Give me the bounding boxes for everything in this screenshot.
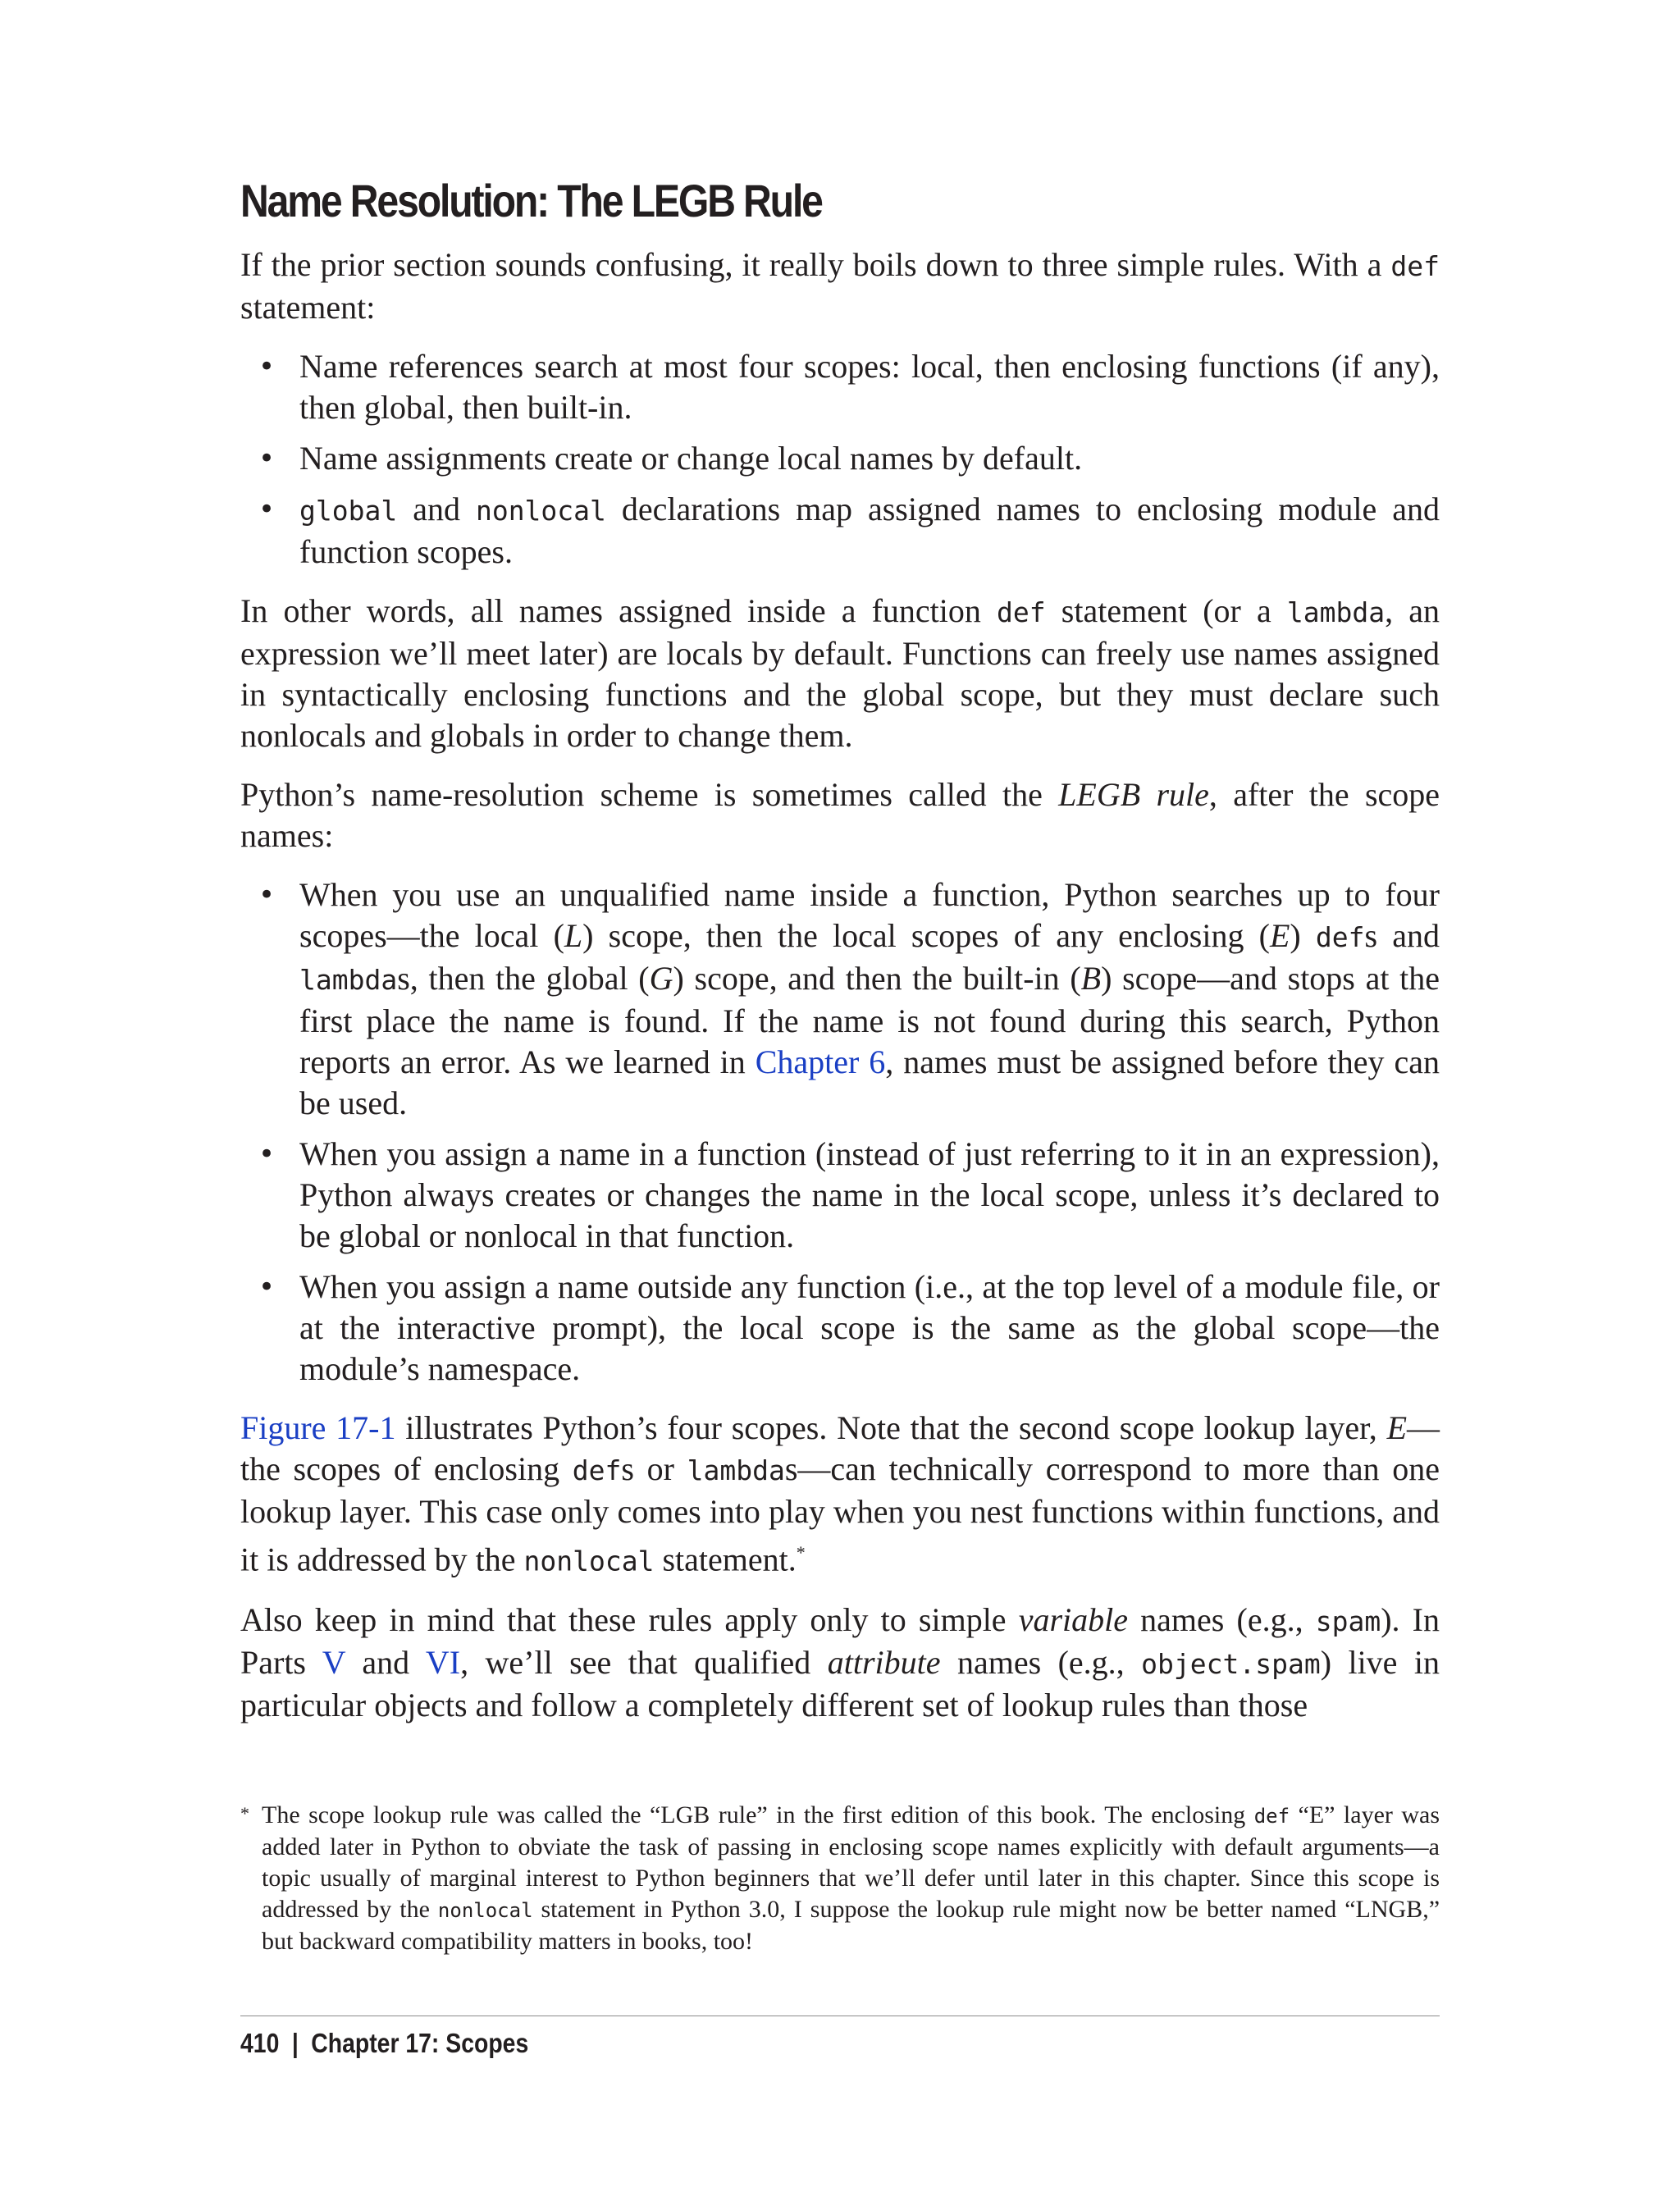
- part-v-link[interactable]: V: [322, 1643, 345, 1681]
- intro-paragraph: If the prior section sounds confusing, it really boils down to three simple rules. With a def statement:: [240, 245, 1440, 326]
- footnote-marker: *: [796, 1541, 806, 1563]
- footnote-text: The scope lookup rule was called the “LGB rule” in the first edition of this book. The enclosing def “E” layer was added later in Python to obviate the task of passing in enclosing scope names explicitly with default arguments—a topic usually of marginal interest to Python beginners that we’ll defer until later in this chapter. Since this scope is addressed by the nonlocal statement in Python 3.0, I suppose the lookup rule might now be better named “LNGB,” but backward compatibility matters in books, too!: [262, 1801, 1440, 1955]
- page-number: 410: [240, 2028, 280, 2058]
- rules-list: [240, 346, 1440, 573]
- locals-paragraph: In other words, all names assigned inside a function def statement (or a lambda, an expression we’ll meet later) are locals by default. Functions can freely use names assigned in syntactically enclosing functions and the global scope, but they must declare such nonlocals and globals in order to change them.: [240, 591, 1440, 754]
- section-heading: Name Resolution: The LEGB Rule: [240, 175, 822, 226]
- legb-list-item: • When you assign a name in a function (instead of just referring to it in an expression), Python always creates or changes the name in the local scope, unless it’s declared to be global or nonlocal in that function.: [258, 1134, 1440, 1254]
- legb-list: [240, 874, 1440, 1390]
- legb-paragraph: Python’s name-resolution scheme is sometimes called the LEGB rule, after the scope names:: [240, 775, 1440, 854]
- rules-list-item: • global and nonlocal declarations map assigned names to enclosing module and function scopes.: [258, 490, 1440, 570]
- rules-list-item: • Name references search at most four scopes: local, then enclosing functions (if any), then global, then built-in.: [258, 347, 1440, 426]
- bullet-icon: •: [258, 1270, 276, 1303]
- bullet-icon: •: [258, 349, 276, 383]
- bullet-icon: •: [258, 1137, 276, 1171]
- bullet-icon: •: [258, 878, 276, 911]
- part-vi-link[interactable]: VI: [425, 1643, 461, 1681]
- bullet-icon: •: [258, 441, 276, 475]
- footnote: [240, 1800, 1440, 1957]
- page-footer: [240, 2028, 528, 2059]
- main-content: [240, 176, 1440, 1744]
- bullet-icon: •: [258, 492, 276, 526]
- attribute-paragraph: Also keep in mind that these rules apply only to simple variable names (e.g., spam). In Parts V and VI, we’ll see that qualified attribute names (e.g., object.spam) live in particular objects and follow a completely different set of lookup rules than those: [240, 1600, 1440, 1723]
- legb-list-item: • When you use an unqualified name inside a function, Python searches up to four scopes—the local (L) scope, then the local scopes of any enclosing (E) defs and lambdas, then the global (G) scope, and then the built-in (B) scope—and stops at the first place the name is found. If the name is not found during this search, Python reports an error. As we learned in Chapter 6, names must be assigned before they can be used.: [258, 875, 1440, 1121]
- chapter-6-link[interactable]: Chapter 6: [755, 1043, 886, 1080]
- footnote-mark: *: [240, 1803, 249, 1824]
- figure-17-1-link[interactable]: Figure 17-1: [240, 1408, 396, 1446]
- footer-separator: |: [291, 2028, 299, 2058]
- figure-paragraph: Figure 17-1 illustrates Python’s four scopes. Note that the second scope lookup layer, E—the scopes of enclosing defs or lambdas—can technically correspond to more than one lookup layer. This case only comes into play when you nest functions within functions, and it is addressed by the nonlocal statement.*: [240, 1408, 1440, 1577]
- chapter-title: Chapter 17: Scopes: [311, 2028, 529, 2058]
- rules-list-item: • Name assignments create or change local names by default.: [240, 438, 1440, 479]
- legb-list-item: • When you assign a name outside any function (i.e., at the top level of a module file, or at the interactive prompt), the local scope is the same as the global scope—the module’s namespace.: [258, 1267, 1440, 1387]
